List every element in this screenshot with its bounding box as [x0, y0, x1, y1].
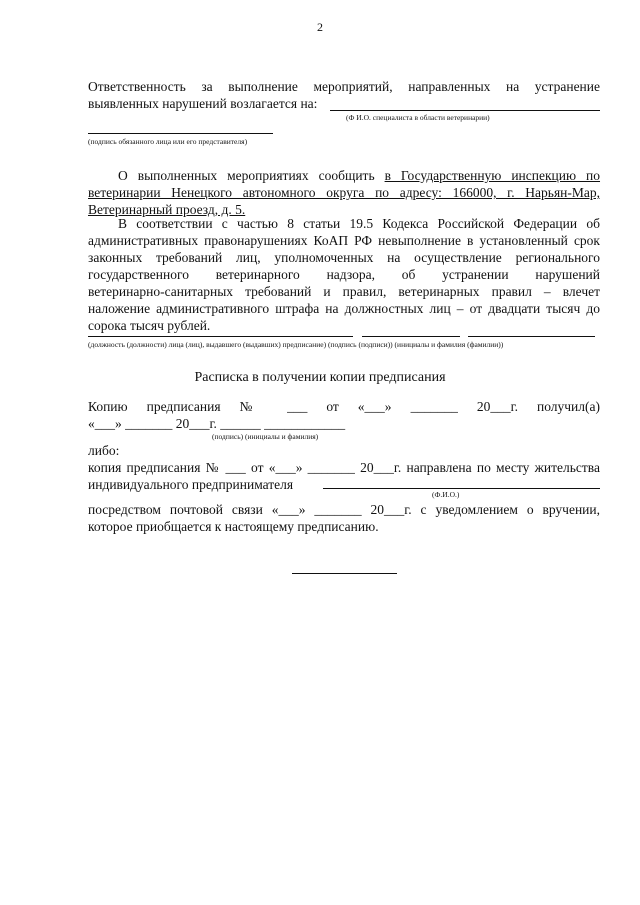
report-line-1-text: О выполненных мероприятиях сообщить [118, 168, 375, 183]
obligated-signature-blank[interactable] [88, 133, 273, 134]
receipt-line-4: индивидуального предпринимателя [88, 477, 294, 492]
page-number: 2 [317, 20, 323, 34]
issuer-signature-blank[interactable] [362, 336, 460, 337]
issuer-position-blank[interactable] [88, 336, 353, 337]
report-line-2: ветеринарии Ненецкого автономного округа по адресу: 166000, г. Нарьян-Мар, [88, 185, 600, 200]
receipt-line-5: посредством почтовой связи «___» _______ 20___г. с уведомлением о вручении, [88, 502, 600, 517]
receipt-fio-caption: (Ф.И.О.) [432, 490, 460, 499]
responsibility-line-1: Ответственность за выполнение мероприятий, направленных на устранение [88, 79, 600, 94]
penalty-line-5: ветеринарно-санитарных требований и правил, ветеринарных правил – влечет [88, 284, 600, 299]
responsible-fio-caption: (Ф И.О. специалиста в области ветеринарии) [346, 113, 490, 122]
issuer-name-blank[interactable] [468, 336, 595, 337]
responsible-person-blank[interactable] [330, 110, 600, 111]
closing-divider [292, 573, 397, 574]
penalty-line-6: наложение административного штрафа на должностных лиц – от двадцати тысяч до [88, 301, 600, 316]
receipt-title: Расписка в получении копии предписания [194, 370, 446, 385]
penalty-line-7: сорока тысяч рублей. [88, 318, 211, 333]
penalty-line-2: административных правонарушениях КоАП РФ невыполнение в установленный срок [88, 233, 600, 248]
receipt-line-6: которое приобщается к настоящему предписанию. [88, 519, 379, 534]
penalty-line-4: государственного ветеринарного надзора, об устранении нарушений [88, 267, 600, 282]
receipt-line-3: копия предписания № ___ от «___» _______ 20___г. направлена по месту жительства [88, 460, 600, 475]
issuer-caption: (должность (должности) лица (лиц), выдавшего (выдавших) предписание) (подпись (подписи)) (инициалы и фамилия (фамилии)) [88, 340, 504, 349]
obligated-signature-caption: (подпись обязанного лица или его представителя) [88, 137, 248, 146]
responsibility-line-2: выявленных нарушений возлагается на: [88, 96, 318, 111]
receipt-line-2: «___» _______ 20___г. ______ ____________ [88, 416, 346, 431]
inspection-name: в Государственную инспекцию по [384, 168, 601, 183]
entrepreneur-fio-blank[interactable] [323, 488, 600, 489]
receipt-either: либо: [88, 443, 120, 458]
penalty-line-3: законных требований лиц, уполномоченных на осуществление регионального [88, 250, 600, 265]
report-line-1 [88, 167, 600, 184]
receipt-line-1: Копию предписания № ___ от «___» _______ 20___г. получил(а) [88, 399, 600, 414]
report-line-3: Ветеринарный проезд, д. 5. [88, 202, 246, 217]
receipt-line-2-caption: (подпись) (инициалы и фамилия) [212, 432, 319, 441]
penalty-line-1: В соответствии с частью 8 статьи 19.5 Кодекса Российской Федерации об [118, 216, 600, 231]
